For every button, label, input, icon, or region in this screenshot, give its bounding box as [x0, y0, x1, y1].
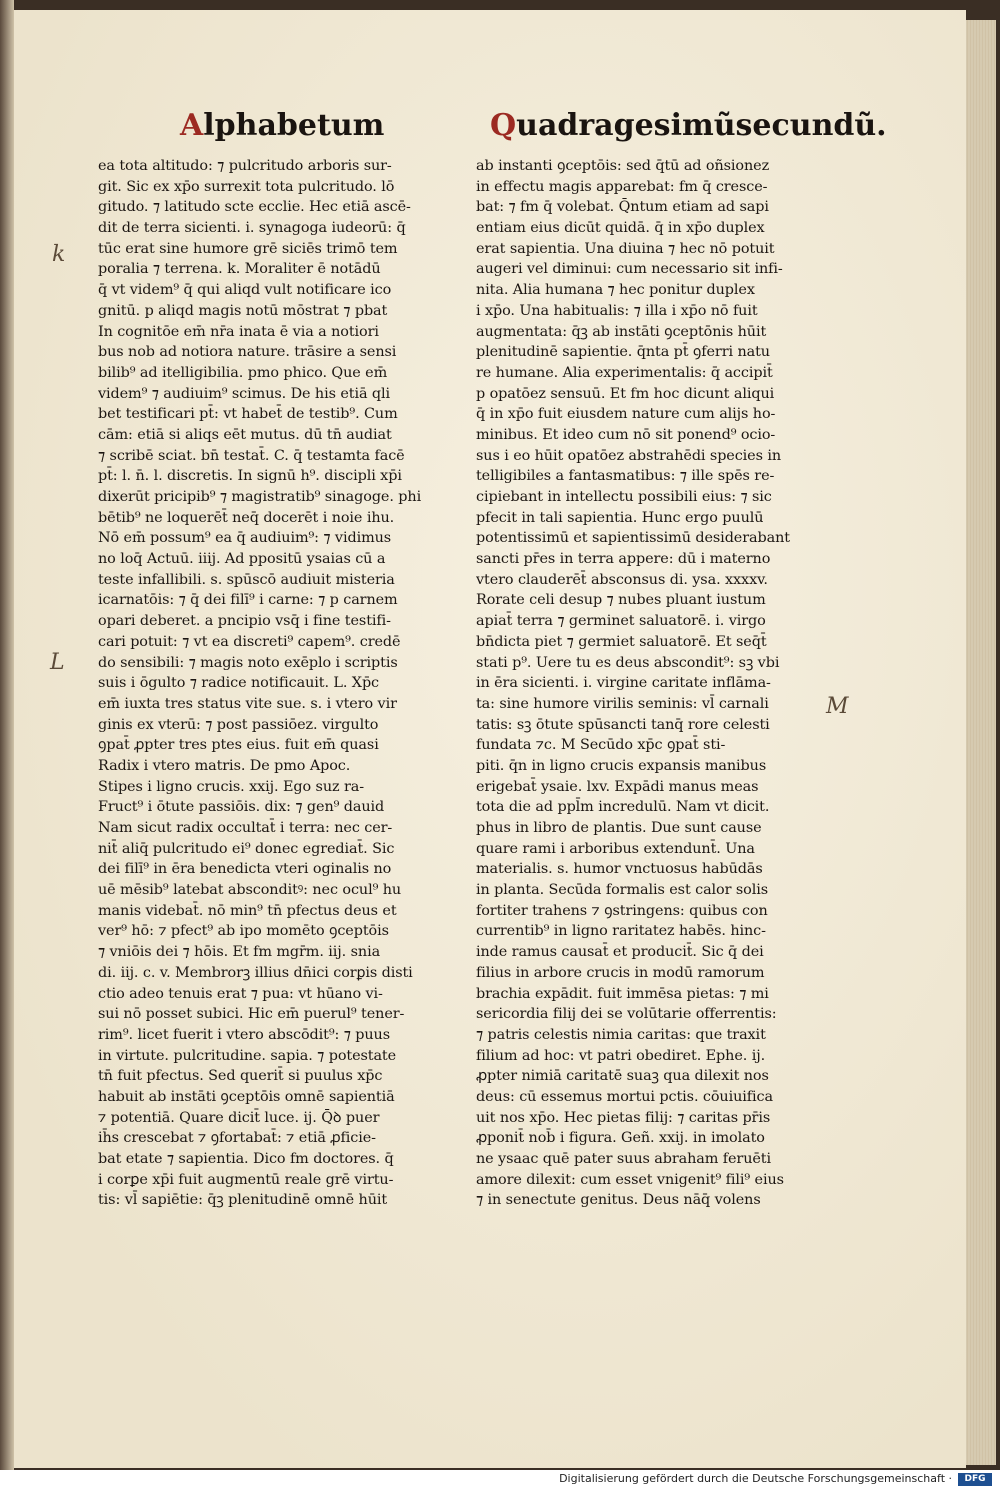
text-line: do sensibili: ⁊ magis noto exēplo i scriptis: [98, 654, 398, 671]
text-line: tūc erat sine humore grē siciēs trimō tem: [98, 240, 398, 257]
text-line: Radix i vtero matris. De pmo Apoc.: [98, 757, 351, 774]
text-line: inde ramus causat̄ et producit̄. Sic q̄ dei: [476, 944, 764, 961]
text-line: vtero clauderēt̄ absconsus di. ysa. xxxxv.: [476, 571, 768, 588]
text-line: Nō em̄ possum⁹ ea q̄ audiuim⁹: ⁊ vidimus: [98, 530, 392, 547]
text-line: icarnatōis: ⁊ q̄ dei filī⁹ i carne: ⁊ p carnem: [98, 592, 398, 609]
left-text-column: [98, 156, 428, 1211]
text-line: Fruct⁹ i ōtute passiōis. dix: ⁊ gen⁹ dauid: [98, 799, 385, 816]
text-line: ꝯpat̄ ꝓpter tres ptes eius. fuit em̄ quasi: [98, 737, 379, 754]
text-line: Rorate celi desup ⁊ nubes pluant iustum: [476, 592, 766, 609]
text-line: brachia expādit. fuit immēsa pietas: ⁊ mi: [476, 985, 769, 1002]
text-line: bat: ⁊ fm q̄ volebat. Q̄ntum etiam ad sapi: [476, 199, 769, 216]
text-line: uē mēsib⁹ latebat absconditꝰ: nec ocul⁹ hu: [98, 882, 402, 899]
text-line: stati p⁹. Uere tu es deus abscondit⁹: sꝫ vbi: [476, 654, 780, 671]
right-text-column: [476, 156, 806, 1211]
text-line: ne ysaac quē pater suus abraham feruēti: [476, 1151, 771, 1167]
text-line: ab instanti ꝯceptōis: sed q̄tū ad oñsionez: [476, 158, 770, 174]
text-line: potentissimū et sapientissimū desiderabant: [476, 530, 790, 547]
text-line: ver⁹ hō: ⁊ pfect⁹ ab ipo momēto ꝯceptōis: [98, 923, 389, 940]
text-line: phus in libro de plantis. Due sunt cause: [476, 820, 762, 836]
text-line: pt̄: l. n̄. l. discretis. In signū h⁹. discipli xp̄i: [98, 468, 402, 485]
text-line: tn̄ fuit pfectus. Sed querit̄ si puulus xp̄c: [98, 1068, 383, 1085]
text-line: ginis ex vterū: ⁊ post passiōez. virgulto: [98, 716, 379, 733]
header-left-rest: lphabetum: [203, 108, 385, 143]
text-line: cari potuit: ⁊ vt ea discreti⁹ capem⁹. credē: [98, 633, 401, 650]
text-line: sancti pr̄es in terra appere: dū i materno: [476, 551, 771, 568]
header-right-rest: uadragesimũsecundũ.: [516, 108, 887, 143]
text-line: quare rami i arboribus extendunt̄. Una: [476, 840, 755, 857]
text-line: dixerūt pricipib⁹ ⁊ magistratib⁹ sinagoge. phi: [98, 489, 422, 505]
text-line: em̄ iuxta tres status vite sue. s. i vtero vir: [98, 695, 397, 712]
text-line: q̄ in xp̄o fuit eiusdem nature cum alijs ho-: [476, 406, 776, 423]
header-left-initial: A: [180, 108, 204, 143]
text-line: Nam sicut radix occultat̄ i terra: nec cer-: [98, 820, 393, 836]
text-line: bet testificari pt̄: vt habet̄ de testib⁹. Cum: [98, 406, 398, 423]
text-line: currentib⁹ in ligno raritatez habēs. hinc-: [476, 923, 766, 940]
text-line: ⁊ vniōis dei ⁊ hōis. Et fm mgr̄m. iij. snia: [98, 944, 381, 961]
text-line: ꝓponit̄ nob̄ i figura. Geñ. xxij. in imolato: [476, 1130, 765, 1147]
text-line: uit nos xp̄o. Hec pietas filij: ⁊ caritas pr̄is: [476, 1109, 771, 1126]
text-line: bus nob ad notiora nature. trāsire a sensi: [98, 344, 397, 361]
text-line: habuit ab instāti ꝯceptōis omnē sapientiā: [98, 1088, 395, 1105]
text-line: gnitū. p aliqd magis notū mōstrat ⁊ pbat: [98, 302, 388, 319]
text-line: augmentata: q̄ꝫ ab instāti ꝯceptōnis hūit: [476, 323, 767, 340]
text-line: fundata ⁊c. M Secūdo xp̄c ꝯpat̄ sti-: [476, 737, 726, 754]
text-line: ea tota altitudo: ⁊ pulcritudo arboris sur-: [98, 158, 392, 174]
text-line: telligibiles a fantasmatibus: ⁊ ille spēs re-: [476, 468, 775, 485]
text-line: cipiebant in intellectu possibili eius: ⁊ sic: [476, 489, 772, 505]
dfg-logo: DFG: [958, 1473, 992, 1486]
text-line: deus: cū essemus mortui pctis. cōuiuifica: [476, 1088, 773, 1105]
text-line: ꝓpter nimiā caritatē suaꝫ qua dilexit nos: [476, 1068, 769, 1085]
running-header-right: [490, 108, 887, 148]
text-line: re humane. Alia experimentalis: q̄ accipit̄: [476, 364, 773, 381]
text-line: Stipes i ligno crucis. xxij. Ego suz ra-: [98, 778, 364, 795]
header-right-initial: Q: [490, 108, 517, 143]
text-line: nit̄ aliq̄ pulcritudo ei⁹ donec egrediat̄. Sic: [98, 840, 395, 857]
text-line: fortiter trahens ⁊ ꝯstringens: quibus con: [476, 902, 768, 919]
text-line: opari deberet. a pncipio vsq̄ i fine testifi-: [98, 613, 391, 630]
text-line: manis videbat̄. nō min⁹ tn̄ pfectus deus et: [98, 902, 397, 919]
running-header-left: [180, 108, 384, 148]
text-line: bētib⁹ ne loquerēt̄ neq̄ docerēt i noie ihu.: [98, 509, 395, 526]
text-line: ctio adeo tenuis erat ⁊ pua: vt hūano vi-: [98, 985, 383, 1002]
text-line: ta: sine humore virilis seminis: vl̄ carnali: [476, 695, 769, 712]
text-line: teste infallibili. s. spūscō audiuit misteria: [98, 571, 395, 588]
text-line: tis: vl̄ sapiētie: q̄ꝫ plenitudinē omnē hūit: [98, 1192, 388, 1209]
text-line: materialis. s. humor vnctuosus habūdās: [476, 861, 763, 878]
text-line: plenitudinē sapientie. q̄nta pt̄ ꝯferri natu: [476, 344, 770, 361]
text-line: filius in arbore crucis in modū ramorum: [476, 964, 765, 981]
text-line: ⁊ patris celestis nimia caritas: que traxit: [476, 1026, 766, 1043]
text-line: nita. Alia humana ⁊ hec ponitur duplex: [476, 282, 755, 299]
text-line: no loq̄ Actuū. iiij. Ad ppositū ysaias cū a: [98, 551, 386, 568]
text-line: bn̄dicta piet ⁊ germiet saluatorē. Et seq̄t̄: [476, 633, 767, 650]
text-line: sericordia filij dei se volūtarie offerrentis:: [476, 1006, 777, 1023]
text-line: gitudo. ⁊ latitudo scte ecclie. Hec etiā ascē-: [98, 199, 411, 216]
text-line: tota die ad ppl̄m incredulū. Nam vt dicit.: [476, 799, 770, 816]
text-line: rim⁹. licet fuerit i vtero abscōdit⁹: ⁊ puus: [98, 1026, 391, 1043]
text-line: i corꝑe xp̄i fuit augmentū reale grē virtu-: [98, 1171, 394, 1188]
text-line: di. iij. c. v. Membrorꝫ illius dn̄ici corꝑis disti: [98, 964, 413, 981]
text-line: minibus. Et ideo cum nō sit ponend⁹ ocio-: [476, 426, 776, 443]
text-line: piti. q̄n in ligno crucis expansis manibus: [476, 757, 767, 774]
text-line: p opatōez sensuū. Et fm hoc dicunt aliqui: [476, 385, 775, 402]
text-line: bat etate ⁊ sapientia. Dico fm doctores. q̄: [98, 1151, 394, 1167]
text-line: sus i eo hūit opatōez abstrahēdi species in: [476, 447, 782, 464]
text-line: In cognitōe em̄ nr̄a inata ē via a notiori: [98, 323, 379, 340]
book-page: [14, 10, 966, 1468]
text-line: ⁊ in senectute genitus. Deus nāq̄ volens: [476, 1192, 761, 1209]
footer-bar: [0, 1470, 1000, 1489]
margin-note-m: M: [826, 694, 849, 719]
margin-note-l: L: [50, 650, 65, 675]
footer-credit: Digitalisierung gefördert durch die Deutsche Forschungsgemeinschaft ·: [559, 1472, 952, 1485]
margin-note-k: k: [52, 242, 66, 267]
text-line: erigebat̄ ysaie. lxv. Expādi manus meas: [476, 778, 759, 795]
text-line: ih̄s crescebat ⁊ ꝯfortabat̄: ⁊ etiā ꝓficie-: [98, 1130, 376, 1147]
text-line: sui nō posset subici. Hic em̄ puerul⁹ tener-: [98, 1006, 405, 1023]
text-line: tatis: sꝫ ōtute spūsancti tanq̄ rore celesti: [476, 716, 770, 733]
text-line: filium ad hoc: vt patri obediret. Ephe. ij.: [476, 1047, 766, 1064]
text-line: in virtute. pulcritudine. sapia. ⁊ potestate: [98, 1047, 397, 1064]
text-line: erat sapientia. Una diuina ⁊ hec nō potuit: [476, 240, 775, 257]
text-line: dit de terra sicienti. i. synagoga iudeorū: q̄: [98, 220, 406, 237]
text-line: ⁊ potentiā. Quare dicit̄ luce. ij. Q̄ꝺ puer: [98, 1109, 380, 1126]
text-line: pfecit in tali sapientia. Hunc ergo puulū: [476, 509, 764, 526]
text-line: cām: etiā si aliqs eēt mutus. dū tn̄ audiat: [98, 426, 392, 443]
text-line: videm⁹ ⁊ audiuim⁹ scimus. De his etiā qli: [98, 385, 391, 402]
text-line: i xp̄o. Una habitualis: ⁊ illa i xp̄o nō fuit: [476, 302, 758, 319]
text-line: dei filī⁹ in ēra benedicta vteri oginalis no: [98, 861, 392, 878]
text-line: bilib⁹ ad itelligibilia. pmo phico. Que em̄: [98, 364, 388, 381]
text-line: poralia ⁊ terrena. k. Moraliter ē notādū: [98, 261, 381, 278]
text-line: entiam eius dicūt quidā. q̄ in xp̄o duplex: [476, 220, 765, 237]
text-line: in planta. Secūda formalis est calor solis: [476, 882, 769, 899]
text-line: in ēra sicienti. i. virgine caritate inflāma-: [476, 675, 771, 692]
text-line: apiat̄ terra ⁊ germinet saluatorē. i. virgo: [476, 613, 766, 630]
text-line: amore dilexit: cum esset vnigenit⁹ fili⁹ eius: [476, 1171, 784, 1188]
text-line: ⁊ scribē sciat. bn̄ testat̄. C. q̄ testamta facē: [98, 447, 405, 464]
text-line: in effectu magis apparebat: fm q̄ cresce-: [476, 178, 768, 195]
page-fore-edge: [966, 20, 996, 1465]
text-line: augeri vel diminui: cum necessario sit infi-: [476, 261, 783, 278]
facing-page-edge: [0, 0, 14, 1470]
text-line: git. Sic ex xp̄o surrexit tota pulcritudo. lō: [98, 178, 395, 195]
text-line: q̄ vt videm⁹ q̄ qui aliqd vult notificare ico: [98, 282, 392, 299]
text-line: suis i ōgulto ⁊ radice notificauit. L. Xp̄c: [98, 675, 380, 692]
